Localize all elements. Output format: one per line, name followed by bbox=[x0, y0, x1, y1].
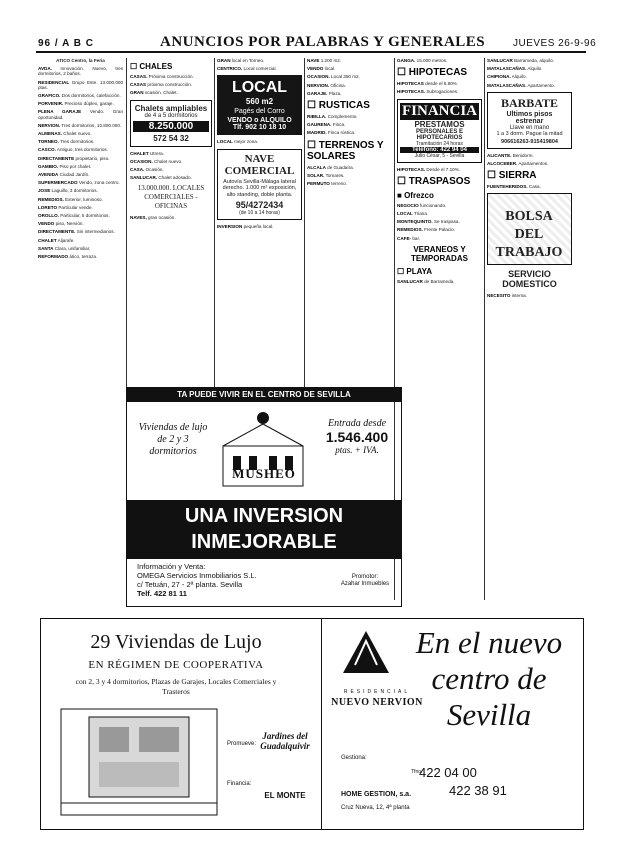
page-title: ANUNCIOS POR PALABRAS Y GENERALES bbox=[160, 34, 486, 50]
promueve-label: Promueve: bbox=[227, 741, 257, 747]
column-divider bbox=[484, 58, 485, 600]
ad-item: NERVION. Oficina. bbox=[307, 82, 346, 88]
musheo-info-line: Información y Venta: bbox=[137, 562, 206, 571]
ad-item: LOCAL Triana. bbox=[397, 211, 429, 217]
ad-list bbox=[397, 203, 482, 241]
ad-item: CAFE- bar. bbox=[397, 235, 420, 241]
page-number: 96 / A B C bbox=[38, 38, 94, 49]
ad-item: CASCO. Antiguo, tres dormitorios. bbox=[38, 147, 108, 153]
ad-item: NAVE 1.200 m2. bbox=[307, 58, 342, 63]
ad-item: CASAS próxima construcción. bbox=[130, 82, 193, 88]
brand-line-1: RESIDENCIAL bbox=[343, 689, 411, 695]
ad-item: OROLLO. Particular, 5 dormitorios. bbox=[38, 213, 110, 219]
ad-item: NAVES, gran ocasión. bbox=[130, 215, 176, 221]
classifieds-column-3 bbox=[217, 58, 302, 388]
subsection-ofrezco: ■ Ofrezco bbox=[397, 190, 434, 200]
slogan bbox=[401, 625, 577, 733]
barbate-ad-title: BARBATE bbox=[500, 95, 559, 110]
ad-item: TORNEO. Tres dormitorios. bbox=[38, 139, 95, 145]
ad-item: DIRECTAMENTE propietario, piso. bbox=[38, 155, 110, 161]
barbate-ad-line1: Ultimos pisos bbox=[506, 110, 553, 118]
chalets-ad-phone: 572 54 32 bbox=[153, 133, 189, 143]
ad-item: PERMUTO terreno. bbox=[307, 181, 348, 187]
musheo-phone: Telf. 422 81 11 bbox=[137, 589, 187, 598]
financia-ad-phone: Teléfono: 422 94 04 bbox=[400, 147, 479, 153]
ad-item: AVENIDA Ciudad Jardín. bbox=[38, 172, 90, 178]
musheo-promotor bbox=[333, 574, 397, 588]
gestiona-label: Gestiona: bbox=[341, 755, 367, 761]
financia-ad bbox=[397, 99, 482, 163]
ad-list bbox=[217, 58, 302, 71]
local-ad-title: LOCAL bbox=[231, 79, 288, 97]
local-ad-place: Pagés del Corro bbox=[234, 108, 285, 116]
ad-list bbox=[307, 58, 392, 96]
local-ad-action: VENDO o ALQUILO bbox=[227, 117, 292, 125]
column-divider bbox=[304, 58, 305, 388]
gestiona-name: HOME GESTION, s.a. bbox=[341, 791, 412, 798]
subsection-playa: ☐ PLAYA bbox=[397, 266, 433, 276]
section-heading-solares: ☐ TERRENOS Y SOLARES bbox=[307, 139, 384, 162]
ad-item: MATALASCAÑAS. Apartamento. bbox=[487, 82, 556, 88]
ad-item: MADRID. Finca rústica. bbox=[307, 130, 356, 136]
ad-item: CHALET Utrera. bbox=[130, 150, 164, 156]
ad-item: VENDO piso, Nervión. bbox=[38, 221, 84, 227]
musheo-headline: UNA INVERSION INMEJORABLE bbox=[127, 500, 401, 559]
ad-list bbox=[397, 81, 482, 94]
ad-item: NECESITO interna. bbox=[487, 293, 528, 299]
ad-item: CENTRICO. Local comercial. bbox=[217, 66, 277, 72]
section-heading-veraneos: VERANEOS Y TEMPORADAS bbox=[411, 244, 468, 263]
ad-list bbox=[130, 151, 212, 181]
ad-item: ALICANTE. Benidorm. bbox=[487, 152, 534, 158]
nave-ad-phone: 95/4272434 bbox=[235, 200, 284, 211]
ad-item: NERVION. Tres dormitorios, 10.800.000. bbox=[38, 122, 122, 128]
column-divider bbox=[214, 58, 215, 388]
musheo-display-ad bbox=[126, 387, 402, 607]
barbate-ad-line3: Llave en mano bbox=[509, 124, 550, 131]
ad-item: GRAN ocasión. Chalet. bbox=[130, 90, 178, 96]
ad-item: GAMBIO. Piso por chalet. bbox=[38, 163, 92, 169]
ad-text: ATICO Centro, la Feria bbox=[56, 58, 105, 63]
section-heading-sierra: ☐ SIERRA bbox=[487, 170, 537, 182]
slogan-line: En el nuevo bbox=[415, 625, 563, 660]
promotor-label: Promotor: bbox=[351, 574, 379, 580]
ad-item: ALMENAS. Chalet nuevo. bbox=[38, 131, 92, 137]
ad-list bbox=[487, 184, 572, 189]
ad-item: ALCALA de Guadaíra. bbox=[307, 164, 354, 170]
ad-item: SANLUCAR. Chalet adosado. bbox=[130, 175, 192, 181]
musheo-info-line: OMEGA Servicios Inmobiliarios S.L. bbox=[137, 571, 257, 580]
chalets-ad-price: 8.250.000 bbox=[133, 121, 209, 132]
classifieds-column-2 bbox=[130, 58, 212, 388]
ad-list bbox=[307, 165, 392, 187]
ad-list bbox=[307, 114, 392, 136]
lujo-subtitle: EN RÉGIMEN DE COOPERATIVA bbox=[88, 659, 264, 671]
ad-item: NEGOCIO funcionando. bbox=[397, 202, 447, 208]
page-header bbox=[0, 0, 620, 52]
lujo-title: 29 Viviendas de Lujo bbox=[90, 631, 262, 653]
ad-item: JOSE Laguillo, 3 dormitorios. bbox=[38, 188, 98, 194]
chalets-ad-title: Chalets ampliables bbox=[134, 103, 208, 113]
ad-item: GRAN local en Torneo. bbox=[217, 58, 265, 63]
financia-name: EL MONTE bbox=[264, 791, 306, 800]
ad-item: INVERSION pequeña local. bbox=[217, 224, 274, 230]
ad-list bbox=[487, 153, 572, 166]
musheo-price: 1.546.400 bbox=[325, 429, 389, 445]
financia-label: Financia: bbox=[227, 781, 252, 787]
musheo-info bbox=[137, 562, 337, 598]
bolsa-trabajo-title: BOLSA DEL TRABAJO bbox=[495, 209, 563, 261]
financia-ad-line3: Tramitación 24 horas bbox=[416, 140, 463, 147]
barbate-ad-phone: 906616263-915419804 bbox=[501, 138, 558, 145]
local-ad bbox=[217, 75, 302, 135]
ad-item: RESIDENCIAL Grupo Este. 13.000.000 ptas. bbox=[38, 79, 123, 90]
section-heading-rusticas: ☐ RUSTICAS bbox=[307, 100, 370, 112]
ad-item: SANLUCAR Barrameda, alquilo. bbox=[487, 58, 554, 63]
ad-item: OCASION. Local 350 m2. bbox=[307, 74, 360, 80]
ad-item: GRAFICO. Dos dormitorios, calefacción. bbox=[38, 93, 121, 99]
local-ad-size: 560 m2 bbox=[245, 97, 274, 107]
nave-ad bbox=[217, 149, 302, 221]
nave-ad-body: Autovía Sevilla-Málaga lateral derecho. 1.000 m² exposición, alto standing, doble planta. bbox=[222, 178, 297, 198]
ad-item: CHALET Aljarafe. bbox=[38, 237, 75, 243]
lujo-description: con 2, 3 y 4 dormitorios, Plazas de Garajes, Locales Comerciales y Trasteros bbox=[75, 677, 277, 696]
financia-ad-address: Julio César, 5 - Sevilla bbox=[414, 152, 465, 159]
ad-item: LORETO Particular vende. bbox=[38, 204, 93, 210]
ad-item: ALCOCEBER. Apartamentos. bbox=[487, 161, 549, 167]
ad-item: HIPOTECAS. Subrogaciones. bbox=[397, 89, 459, 95]
ad-list bbox=[397, 279, 482, 284]
classifieds-column-4 bbox=[307, 58, 392, 388]
ad-item: REFORMADO ático, terraza. bbox=[38, 254, 98, 260]
classifieds-column-1 bbox=[38, 58, 123, 606]
nervion-logo-icon bbox=[341, 629, 391, 675]
phone-label: Tfno. bbox=[411, 769, 423, 775]
local-ad-phone: Tlf. 902 10 18 10 bbox=[232, 124, 287, 132]
ad-item: HIPOTECAS. Desde el 7.10%. bbox=[397, 166, 461, 172]
ad-item: SANTA Clara, unifamiliar. bbox=[38, 245, 91, 251]
section-heading-hipotecas: ☐ HIPOTECAS bbox=[397, 67, 468, 79]
ad-item: PLENA GARAJE Vendo. Gran oportunidad. bbox=[38, 109, 123, 120]
ad-item: SANLUCAR de Barrameda. bbox=[397, 278, 455, 284]
section-heading-traspasos: ☐ TRASPASOS bbox=[397, 175, 471, 187]
site-map-illustration bbox=[59, 707, 219, 817]
barbate-ad-line4: 1 a 3 dorm. Pague la mitad bbox=[496, 130, 563, 137]
section-heading-chales: ☐ CHALES bbox=[130, 62, 173, 71]
slogan-line: centro de bbox=[431, 661, 547, 696]
musheo-brand: MUSHEO bbox=[232, 466, 296, 481]
ad-item: CASAS. Próxima construcción. bbox=[130, 74, 194, 79]
ad-divider bbox=[321, 619, 322, 829]
musheo-iva: ptas. + IVA. bbox=[335, 445, 379, 455]
column-divider bbox=[126, 58, 127, 388]
ad-item: GARAJE. Plaza. bbox=[307, 90, 342, 96]
ad-item: OCASION. Chalet nuevo. bbox=[130, 158, 183, 164]
ad-item: FUENTEHERIDOS. Casa. bbox=[487, 184, 541, 190]
ad-item: MATALASCAÑAS. Alquilo. bbox=[487, 66, 543, 72]
phone-1: 422 04 00 bbox=[419, 765, 477, 780]
ad-item: MONTEQUINTO. Se traspasa. bbox=[397, 219, 460, 225]
nave-ad-title: NAVE COMERCIAL bbox=[224, 152, 295, 177]
ad-item: CASA. Ocasión. bbox=[130, 167, 164, 173]
financia-ad-line1: PRESTAMOS bbox=[414, 119, 465, 129]
musheo-entry-label: Entrada desde bbox=[327, 418, 387, 429]
ad-item: SUPERMERCADO Vendo, zona centro. bbox=[38, 180, 120, 186]
brand-line-2: NUEVO NERVION bbox=[331, 697, 423, 708]
promotor-name: Azahar Inmuebles bbox=[340, 581, 390, 587]
ad-item: GANGA. 15.000 metros. bbox=[397, 58, 448, 63]
slogan-line: Sevilla bbox=[446, 697, 532, 732]
musheo-left-text: Viviendas de lujo de 2 y 3 dormitorios bbox=[138, 422, 208, 457]
chalets-ad bbox=[130, 100, 212, 147]
ad-item: REMEDIOS. Exterior, luminoso. bbox=[38, 196, 103, 202]
gestiona-address: Cruz Nueva, 12, 4ª planta bbox=[341, 805, 410, 811]
musheo-price-block bbox=[315, 418, 399, 455]
bolsa-trabajo-banner bbox=[487, 193, 572, 265]
section-heading-servicio: SERVICIO DOMESTICO bbox=[502, 269, 557, 290]
ad-item: GAURENA. Finca. bbox=[307, 122, 346, 128]
phone-2: 422 38 91 bbox=[449, 783, 507, 798]
promueve-name: Jardines del Guadalquivir bbox=[260, 731, 310, 751]
header-rule bbox=[36, 51, 586, 53]
ad-list bbox=[487, 58, 572, 88]
financia-ad-title: FINANCIA bbox=[402, 102, 477, 119]
ad-item: LOCAL mejor zona. bbox=[217, 139, 259, 145]
ad-item: RIBILLA. Complemento. bbox=[307, 114, 358, 120]
nuevo-nervion-display-ad bbox=[40, 618, 584, 830]
barbate-ad bbox=[487, 92, 572, 149]
section-heading-offices: 13.000.000. LOCALES COMERCIALES - OFICINAS bbox=[137, 184, 205, 211]
ad-item: REMEDIOS. Frente Palacio. bbox=[397, 227, 455, 233]
barbate-ad-line2: estrenar bbox=[515, 117, 544, 125]
musheo-info-line: c/ Tetuán, 27 - 2ª planta. Sevilla bbox=[137, 580, 243, 589]
classifieds-column-6 bbox=[487, 58, 572, 606]
ad-item: PORVENIR. Precioso dúplex, garaje. bbox=[38, 101, 114, 107]
page-date: JUEVES 26-9-96 bbox=[513, 38, 597, 49]
ad-item: HIPOTECAS desde el 6.80%. bbox=[397, 81, 459, 87]
ad-item: AVDA. Innovación. Nuevo, tres dormitorios, 2 baños. bbox=[38, 66, 123, 77]
ad-item: SOLAR. Tomares. bbox=[307, 172, 345, 178]
ad-list bbox=[397, 58, 482, 63]
ad-item: VENDO local. bbox=[307, 66, 336, 72]
ad-list bbox=[130, 74, 212, 96]
classifieds-column-5 bbox=[397, 58, 482, 606]
chalets-ad-subtitle: de 4 a 5 dormitorios bbox=[144, 112, 198, 119]
ad-item: CHIPIONA. Alquilo. bbox=[487, 74, 527, 80]
musheo-banner: TA PUEDE VIVIR EN EL CENTRO DE SEVILLA bbox=[127, 388, 401, 402]
nave-ad-note: (de 10 a 14 horas) bbox=[239, 210, 280, 217]
ad-item: DIRECTAMENTE. Sin intermediarios. bbox=[38, 229, 115, 235]
ad-list bbox=[38, 66, 123, 259]
financia-ad-line2: PERSONALES E HIPOTECARIOS bbox=[415, 128, 463, 141]
